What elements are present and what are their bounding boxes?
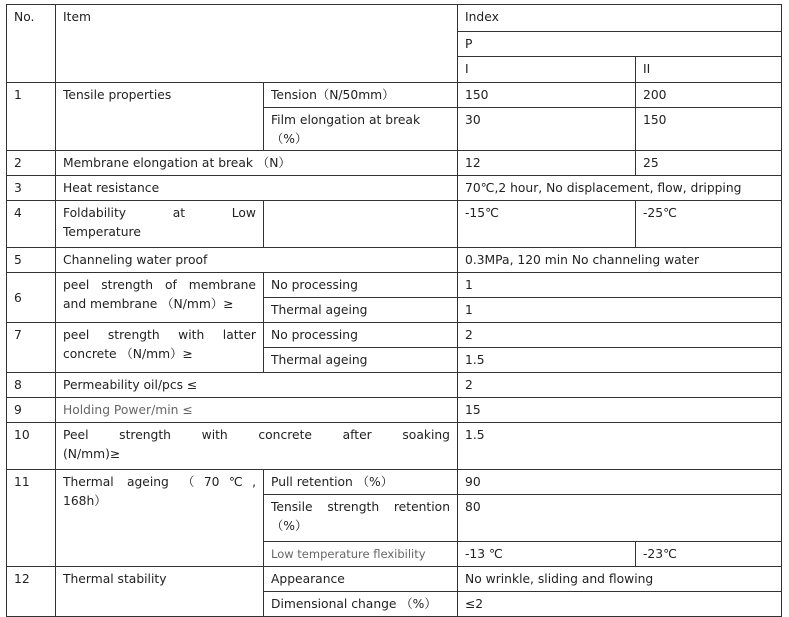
sub-item: Thermal ageing — [264, 348, 458, 373]
row-item: Tensile properties — [56, 83, 264, 151]
empty-cell — [264, 201, 458, 248]
value-i: 30 — [458, 108, 636, 151]
sub-item: Low temperature flexibility — [264, 542, 458, 567]
header-p: P — [458, 32, 782, 57]
value-merged: 90 — [458, 470, 782, 495]
table-row — [7, 83, 782, 108]
table-row — [7, 248, 782, 273]
header-item: Item — [56, 5, 458, 83]
row-number: 7 — [7, 323, 56, 373]
value-merged: 1 — [458, 273, 782, 298]
sub-item — [264, 495, 458, 542]
row-item — [56, 423, 458, 470]
value-i: 150 — [458, 83, 636, 108]
row-item — [56, 273, 264, 323]
sub-item: No processing — [264, 273, 458, 298]
table-header-row — [7, 5, 782, 32]
row-item-line: peel strength with latter — [63, 328, 256, 342]
value-merged: 15 — [458, 398, 782, 423]
row-item-line: (N/mm)≥ — [63, 447, 121, 461]
row-item-line: and membrane （N/mm）≥ — [63, 297, 234, 311]
table-row — [7, 567, 782, 592]
row-number: 11 — [7, 470, 56, 567]
value-i: 12 — [458, 151, 636, 176]
row-number: 2 — [7, 151, 56, 176]
row-number: 12 — [7, 567, 56, 617]
value-merged: ≤2 — [458, 592, 782, 617]
row-item-line: 168h） — [63, 494, 107, 508]
table-row — [7, 470, 782, 495]
sub-item: Dimensional change （%） — [264, 592, 458, 617]
row-item-line: Peel strength with concrete after soaking — [63, 428, 450, 442]
row-item-line: Foldability at Low — [63, 206, 256, 220]
row-number: 6 — [7, 273, 56, 323]
value-merged: 0.3MPa, 120 min No channeling water — [458, 248, 782, 273]
sub-item: Film elongation at break （%） — [264, 108, 458, 151]
row-item: Membrane elongation at break （N） — [56, 151, 458, 176]
value-merged: 1.5 — [458, 423, 782, 470]
value-merged: 80 — [458, 495, 782, 542]
row-item: Permeability oil/pcs ≤ — [56, 373, 458, 398]
table-row — [7, 176, 782, 201]
sub-item: Tension（N/50mm） — [264, 83, 458, 108]
row-item — [56, 201, 264, 248]
sub-item: Appearance — [264, 567, 458, 592]
row-item-line: Temperature — [63, 225, 141, 239]
row-number: 4 — [7, 201, 56, 248]
value-merged: No wrinkle, sliding and flowing — [458, 567, 782, 592]
row-item-line: Thermal ageing （70℃, — [63, 475, 256, 489]
row-item-line: peel strength of membrane — [63, 278, 256, 292]
row-item: Heat resistance — [56, 176, 458, 201]
sub-item-line: Tensile strength retention — [271, 500, 450, 514]
table-row — [7, 423, 782, 470]
table-row — [7, 398, 782, 423]
row-item — [56, 470, 264, 567]
value-ii: 150 — [636, 108, 782, 151]
row-number: 10 — [7, 423, 56, 470]
header-no: No. — [7, 5, 56, 83]
table-row — [7, 373, 782, 398]
header-col-ii: II — [636, 57, 782, 83]
specification-table — [6, 4, 782, 617]
value-ii: -23℃ — [636, 542, 782, 567]
value-ii: 200 — [636, 83, 782, 108]
value-merged: 1 — [458, 298, 782, 323]
sub-item: No processing — [264, 323, 458, 348]
row-number: 3 — [7, 176, 56, 201]
row-item — [56, 323, 264, 373]
header-col-i: I — [458, 57, 636, 83]
value-merged: 1.5 — [458, 348, 782, 373]
table-row — [7, 201, 782, 248]
row-item: Holding Power/min ≤ — [56, 398, 458, 423]
value-ii: 25 — [636, 151, 782, 176]
row-number: 1 — [7, 83, 56, 151]
value-ii: -25℃ — [636, 201, 782, 248]
value-merged: 70℃,2 hour, No displacement, flow, dripping — [458, 176, 782, 201]
row-number: 9 — [7, 398, 56, 423]
value-merged: 2 — [458, 323, 782, 348]
row-number: 8 — [7, 373, 56, 398]
row-item: Thermal stability — [56, 567, 264, 617]
value-merged: 2 — [458, 373, 782, 398]
sub-item: Thermal ageing — [264, 298, 458, 323]
table-row — [7, 151, 782, 176]
sub-item-line: （%） — [271, 519, 308, 533]
value-i: -13 ℃ — [458, 542, 636, 567]
value-i: -15℃ — [458, 201, 636, 248]
row-item-line: concrete （N/mm）≥ — [63, 347, 193, 361]
table-row — [7, 323, 782, 348]
sub-item: Pull retention （%） — [264, 470, 458, 495]
row-item: Channeling water proof — [56, 248, 458, 273]
row-number: 5 — [7, 248, 56, 273]
table-row — [7, 273, 782, 298]
header-index: Index — [458, 5, 782, 32]
